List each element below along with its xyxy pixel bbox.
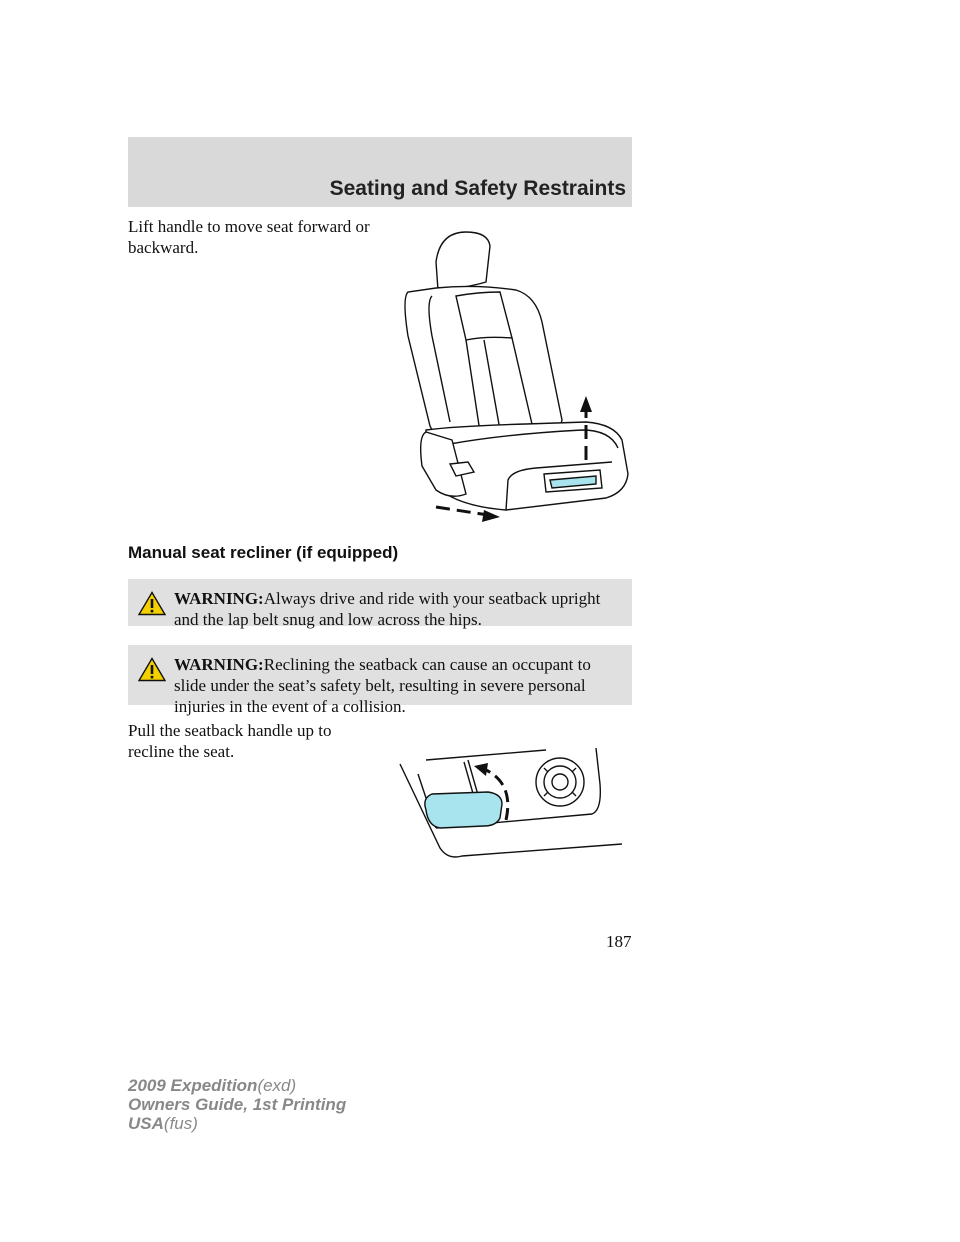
intro-text: Lift handle to move seat forward or backward. bbox=[128, 217, 370, 257]
warning-label: WARNING: bbox=[174, 589, 264, 608]
warning-triangle-icon bbox=[138, 591, 166, 616]
footer-edition: Owners Guide, 1st Printing bbox=[128, 1095, 347, 1114]
footer bbox=[128, 1076, 346, 1133]
footer-model: 2009 Expedition bbox=[128, 1076, 258, 1095]
page-title: Seating and Safety Restraints bbox=[329, 177, 626, 200]
page-number: 187 bbox=[606, 932, 632, 951]
recliner-handle-illustration bbox=[396, 744, 628, 864]
instruction-text: Pull the seatback handle up to recline the seat. bbox=[128, 721, 332, 761]
warning-text: Reclining the seatback can cause an occupant to slide under the seat’s safety belt, resulting in severe personal injuries in the event of a collision. bbox=[174, 655, 591, 716]
footer-region: USA bbox=[128, 1114, 164, 1133]
warning-box bbox=[128, 645, 632, 716]
footer-region-code: (fus) bbox=[163, 1114, 198, 1133]
warning-triangle-icon bbox=[138, 657, 166, 682]
seat-illustration bbox=[396, 226, 636, 530]
warning-text: Always drive and ride with your seatback upright and the lap belt snug and low across the hips. bbox=[174, 589, 601, 629]
section-heading: Manual seat recliner (if equipped) bbox=[128, 543, 399, 562]
warning-box bbox=[128, 579, 632, 629]
footer-model-code: (exd) bbox=[257, 1076, 297, 1095]
warning-label: WARNING: bbox=[174, 655, 264, 674]
header-band bbox=[128, 137, 632, 207]
